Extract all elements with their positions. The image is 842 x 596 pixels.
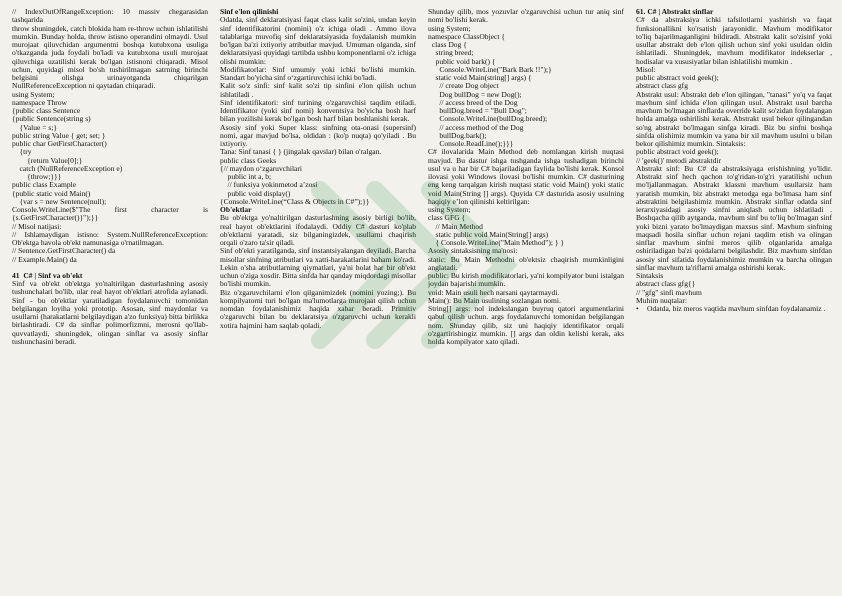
code-line: using System; (12, 90, 55, 99)
paragraph: throw shuningdek, catch blokida ham re-throw uchun ishlatilishi mumkin. Bunday holda, throw istisno operandini olmaydi. Usul murojaat qiluvchidan argumentni boshqa kutubxona usuliga o'tkazganda juda foydali bo'ladi va kutubxona usuli murojaat qiluvchiga uzatilishi kerak bo'lgan istisnoni chiqaradi. Misol uchun, quyidagi misol bo'sh tushirilmagan satrning birinchi belgisini olishga urinayotganda chiqarilgan NullReferenceException ni qaytadan chiqaradi. (12, 23, 208, 91)
column-3 (428, 8, 624, 592)
paragraph: Sinf identifikatori: sinf turining o'zgaruvchisi taqdim etiladi. Identifikator (yoki sinf nomi) konventsiya bo'yicha bosh harf bilan yozilishi kerak bo'lgan bosh harf bilan boshlanishi kerak. (220, 97, 416, 124)
paragraph: // IndexOutOfRangeException: 10 massiv chegarasidan tashqarida (12, 8, 208, 25)
code-line: // Sentence.GetFirstCharacter() da (12, 247, 116, 256)
paragraph: Abstrakt sinf: Bu C# da abstraksiyaga erishishning yo'lidir. Abstrakt sinf hech qachon to'g'ridan-to'g'ri yaratilishi uchun mo'ljallanmagan. Abstrakt klassni mavhum usullarsiz ham yaratish mumkin, biz abstrakt metodga ega bo'lmasa ham sinf abstraktini belgilashimiz mumkin. Abstrakt sinflar odatda sinf ierarxiyasidagi asosiy sinfni aniqlash uchun ishlatiladi . Boshqacha qilib aytganda, mavhum sinf bu to'liq bo'lmagan sinf yoki bizni yarato bo'lmaydigan maxsus sinf. Mavhum sinfning maqsadi hosila sinflar uchun rejani taqdim etish va olingan sinflar mavhum sinfni meros qilib olganlarida amalga oshiriladigan ba'zi qoidalarni belgilashdir. Biz mavhum sinfdan asosiy sinf sifatida foydalanishimiz mumkin va barcha olingan sinflar mavhum ta'riflarni amalga oshirishi kerak. (636, 163, 832, 272)
section-heading: 61. C# | Abstrakt sinflar (636, 8, 714, 16)
code-line: namespace ClassObject { (428, 32, 505, 41)
paragraph: Abstrakt usul: Abstrakt deb e'lon qilingan, "tanasi" yo'q va faqat mavhum sinf ichida e'lon qilingan usul. Abstrakt usul barcha mavhum bo'lmagan sinflarda override kalit so'zidan foydalangan holda amalga oshirilishi kerak. Abstrakt usul bekor qilingandan so'ng abstrakt bo'lmagan sinfga kiradi. Biz bu sinfni boshqa sinfda olishimiz mumkin va yana bir xil mavhum usulni u bilan bekor qilishimiz mumkin. Sintaksis: (636, 89, 832, 148)
code-line: // create Dog object (428, 82, 499, 91)
code-line: {throw;}}} (12, 173, 62, 181)
code-line: public void display() (220, 189, 291, 198)
code-line: Misol: (636, 65, 656, 74)
code-line: {Value = s;} (12, 123, 58, 132)
code-line: {public static void Main() (12, 189, 91, 198)
code-line: {var s = new Sentence(null); (12, 197, 107, 206)
code-line: public int a, b; (220, 173, 272, 181)
paragraph: {Console.WriteLine(“Class & Objects in C#”);}} (220, 196, 370, 206)
code-line: abstract class gfg{} (636, 280, 696, 289)
column-4 (636, 8, 832, 592)
paragraph: Sinf ob'ekti yaratilganda, sinf instantsiyalangan deyiladi. Barcha misollar sinfning atributlari va xatti-harakatlarini baham ko'radi. Lekin o'sha atributlarning qiymatlari, ya'ni holat har bir ob'ekt uchun o'ziga xosdir. Bitta sinfda har qanday miqdordagi misollar bo'lishi mumkin. (220, 246, 416, 289)
code-line: {public Sentence(string s) (12, 115, 91, 124)
code-line: public abstract void geek(); (636, 148, 719, 157)
paragraph: // Ishlamaydigan istisno: System.NullReferenceException: Ob'ektga havola ob'ekt namunasiga o'rnatilmagan. (12, 229, 208, 247)
code-line: static public void Main(String[] args) (428, 230, 549, 239)
code-line: // funksiya yokinmetod a’zosi (220, 181, 318, 190)
paragraph: public: Bu kirish modifikatorlari, ya'ni kompilyator buni istalgan joydan bajarishi mumkin. (428, 271, 624, 289)
code-line: Console.WriteLine("Bark Bark !!");} (428, 65, 552, 74)
paragraph: void: Main usuli hech narsani qaytarmaydi. (428, 287, 560, 297)
code-line: public string Value { get; set; } (12, 131, 106, 140)
code-line: Dog bullDog = new Dog(); (428, 90, 522, 99)
code-line: string breed; (428, 49, 474, 58)
paragraph: Main(): Bu Main usulining sozlangan nomi. (428, 295, 561, 305)
code-line: static void Main(string[] args) { (428, 74, 532, 82)
code-line: // 'geek()' metodi abstraktdir (636, 156, 722, 165)
paragraph: Sinf va ob'ekt ob'ektga yo'naltirilgan dasturlashning asosiy tushunchalari bo'lib, ular real hayot ob'ektlari atrofida aylanadi. Sinf - bu ob'ektlar yaratiladigan foydalanuvchi tomonidan belgilangan loyiha yoki prototip. Asosan, sinf maydonlar va usullarni (harakatlarni belgilaydigan a'zo funksiya) bitta birlikka birlashtiradi. C# da sinflar polimorfizmni, merosni qo'llab-quvvatlaydi, shuningdek, olingan sinflar va asosiy sinflar tushunchasini beradi. (12, 279, 208, 346)
code-line: class Dog { (428, 41, 467, 49)
code-line: public abstract void geek(); (636, 74, 719, 82)
code-line: public class Geeks (220, 156, 277, 165)
code-line: public void bark() { (428, 57, 496, 66)
code-line: bullDog.breed = "Bull Dog"; (428, 107, 527, 115)
code-line: // Misol natijasi: (12, 222, 62, 231)
code-line: abstract class gfg (636, 82, 688, 91)
code-line: class GFG { (428, 214, 466, 223)
code-line: using System; (428, 24, 471, 33)
section-heading: Sinf e'lon qilinishi (220, 8, 279, 16)
paragraph: Odatda, sinf deklaratsiyasi faqat class kalit so'zini, undan keyin sinf identifikatorini (nomini) o'z ichiga oladi . Ammo ilova talablariga muvofiq sinf deklaratsiyasida foydalanish mumkin bo'lgan ba'zi ixtiyoriy atributlar mavjud. Umuman olganda, sinf deklaratsiyasi quyidagi tartibda ushbu komponentlarni o'z ichiga olishi mumkin: (220, 15, 416, 66)
paragraph: Asosiy sinf yoki Super klass: sinfning ota-onasi (supersinf) nomi, agar mavjud bo'lsa, oldidan : (ko'p nuqta) qo'yiladi . Bu ixtiyoriy. (220, 122, 416, 148)
section-heading: Ob'ektlar (220, 205, 252, 214)
bullet-item: • Odatda, biz meros vaqtida mavhum sinfdan foydalanamiz . (636, 305, 832, 313)
column-1 (12, 8, 208, 592)
paragraph: Biz o'zgaruvchilarni e'lon qilganimizdek (nomini yozing;). Bu kompilyatorni turi bo'lgan ma'lumotlarga murojaat qilish uchun nomdan foydalanishimiz haqida xabar beradi. Primitiv o'zgaruvchi bilan bu deklaratsiya o'zgaruvchi uchun kerakli xotira hajmini ham saqlab qoladi. (220, 287, 416, 330)
code-line: // Main Method (428, 222, 483, 231)
code-line: Sintaksis (636, 272, 664, 280)
code-line: // "gfg" sinfi mavhum (636, 288, 702, 297)
code-line: // access method of the Dog (428, 123, 524, 132)
code-line: Muhim nuqtalar: (636, 296, 687, 305)
code-line: { Console.WriteLine("Main Method"); } } (428, 239, 564, 247)
code-line: namespace Throw (12, 98, 67, 107)
paragraph: Console.WriteLine($"The first character is {s.GetFirstCharacter()}");}} (12, 205, 208, 223)
paragraph: String[] args: nol indekslangan buyruq qatori argumentlarini qabul qilish uchun. args foydalanuvchi tomonidan belgilangan nom. Shunday qilib, siz uni haqiqiy identifikator orqali o'zgartirishingiz mumkin. [] args dan oldin kelishi kerak, aks holda kompilyator xato qiladi. (428, 304, 624, 346)
code-line: public char GetFirstCharacter() (12, 140, 107, 148)
paragraph: C# ilovalarida Main Method deb nomlangan kirish nuqtasi mavjud. Bu dastur ishga tushganda ishga tushadigan birinchi usul va u har bir C# bajariladigan faylida bo'lishi kerak. Konsol ilovasi yoki Windows ilovasi bo'lishi mumkin. C# dasturining eng keng tarqalgan kirish nuqtasi static void Main() yoki static void Main(String [] args). Quyida C# dasturida asosiy usulning haqiqiy e’lon qilinishi keltirilgan: (428, 147, 624, 206)
paragraph: Asosiy sintaksisning ma'nosi: (428, 246, 518, 256)
code-line: public class Example (12, 181, 77, 190)
code-line: {return Value[0];} (12, 156, 83, 165)
code-line: bullDog.bark(); (428, 131, 487, 140)
code-line: Console.WriteLine(bullDog.breed); (428, 115, 548, 124)
column-2 (220, 8, 416, 592)
code-line: Console.ReadLine();}}} (428, 140, 514, 148)
code-line: // access breed of the Dog (428, 98, 518, 107)
paragraph: Bu ob'ektga yo'naltirilgan dasturlashning asosiy birligi bo'lib, real hayot ob'ektlarini ifodalaydi. Oddiy C# dasturi ko'plab ob'ektlarni yaratadi, siz bilganingizdek, usullarni chaqirish orqali o'zaro ta'sir qiladi. (220, 213, 416, 247)
code-line: {// maydon o‘zgaruvchilari (220, 164, 302, 173)
section-heading: 41 C# | Sinf va ob'ekt (12, 270, 83, 280)
code-line: // Example.Main() da (12, 255, 77, 264)
paragraph: Tana: Sinf tanasi { } (jingalak qavslar) bilan o'ralgan. (220, 147, 382, 157)
paragraph: Shunday qilib, mos yozuvlar o'zgaruvchisi uchun tur aniq sinf nomi bo'lishi kerak. (428, 8, 624, 25)
code-line: catch (NullReferenceException e) (12, 164, 123, 173)
paragraph: static: Bu Main Methodni ob'ektsiz chaqirish mumkinligini anglatadi. (428, 254, 624, 272)
code-line: using System; (428, 206, 471, 214)
paragraph: C# da abstraksiya ichki tafsilotlarni yashirish va faqat funksionallikni ko'rsatish jarayonidir. Mavhum modifikator to'liq bajarilmaganligini bildiradi. Abstrakt kalit so'zisinf yoki usullar abstrakt deb e'lon qilish uchun sinf yoki usuldan oldin ishlatiladi. Shuningdek, mavhum modifikator indekserlar , hodisalar va xususiyatlar bilan ishlatilishi mumkin . (636, 15, 832, 66)
code-line: {public class Sentence (12, 107, 81, 115)
paragraph: Modifikatorlar: Sinf umumiy yoki ichki bo'lishi mumkin. Standart bo'yicha sinf o‘zgartiruvchisi ichki bo'ladi. (220, 64, 416, 82)
paragraph: Kalit so'z sinfi: sinf kalit so'zi tip sinfini e'lon qilish uchun ishlatiladi . (220, 81, 416, 99)
code-line: {try (12, 148, 32, 157)
